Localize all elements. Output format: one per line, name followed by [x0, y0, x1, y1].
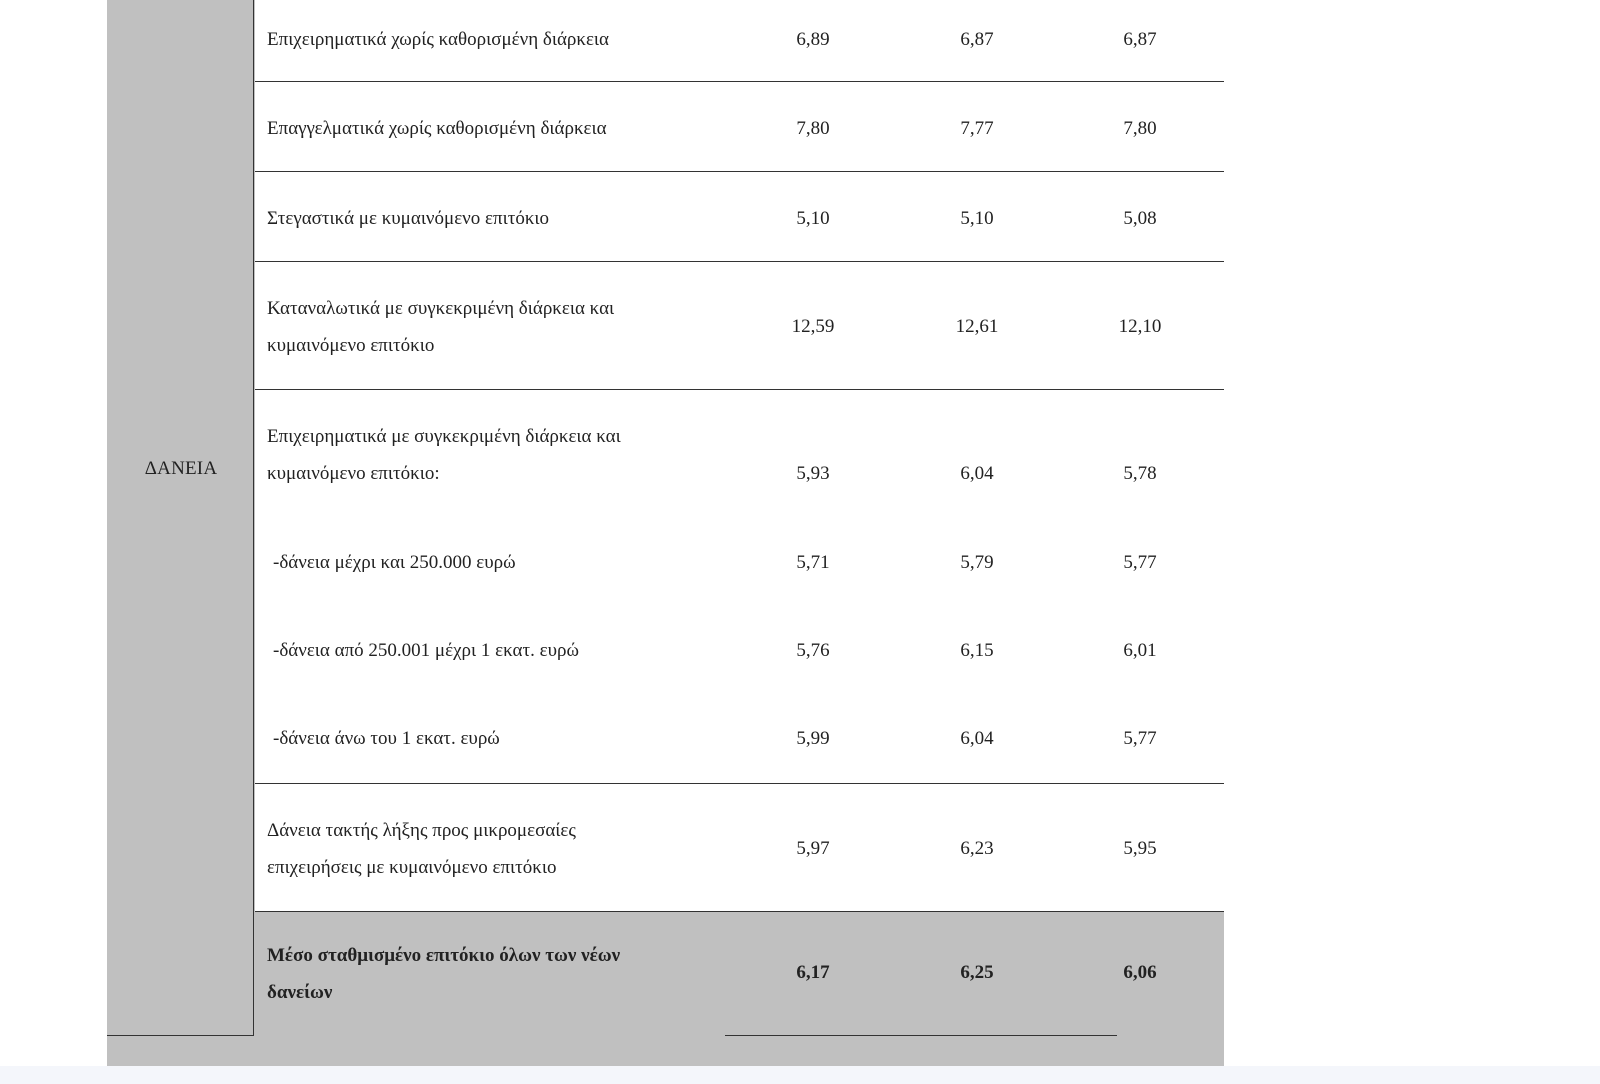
row-value-2: 6,04	[960, 728, 994, 749]
category-column-border	[107, 0, 254, 1036]
row-value-2: 12,61	[955, 316, 999, 337]
row-label-line-2: κυμαινόμενο επιτόκιο	[267, 335, 435, 356]
row-value-2: 7,77	[960, 118, 994, 139]
row-label: Στεγαστικά με κυμαινόμενο επιτόκιο	[267, 208, 550, 229]
row-label-line-2: κυμαινόμενο επιτόκιο:	[267, 463, 440, 484]
row-value-2: 5,10	[960, 208, 994, 229]
row-value-3: 12,10	[1118, 316, 1162, 337]
category-column	[107, 0, 255, 1066]
row-value-3: 5,95	[1123, 838, 1157, 859]
row-value-1: 12,59	[791, 316, 835, 337]
table-row	[255, 262, 1224, 390]
row-value-1: 5,71	[796, 552, 830, 573]
total-value-2: 6,25	[960, 962, 994, 983]
row-value-1: 7,80	[796, 118, 830, 139]
category-label: ΔΑΝΕΙΑ	[144, 458, 218, 479]
total-label-line-2: δανείων	[267, 982, 333, 1003]
row-label: -δάνεια μέχρι και 250.000 ευρώ	[273, 552, 516, 573]
total-row	[255, 912, 1224, 1066]
row-label-line-1: Καταναλωτικά με συγκεκριμένη διάρκεια και	[267, 298, 615, 319]
table-row	[255, 172, 1224, 262]
row-label-line-1: Επιχειρηματικά με συγκεκριμένη διάρκεια και	[267, 426, 621, 447]
table-row	[255, 696, 1224, 784]
interest-rate-table	[107, 0, 1224, 1066]
table-row	[255, 390, 1224, 520]
row-label-line-1: Δάνεια τακτής λήξης προς μικρομεσαίες	[267, 820, 576, 841]
table-row	[255, 0, 1224, 82]
total-value-3: 6,06	[1123, 962, 1157, 983]
row-value-3: 5,77	[1123, 728, 1157, 749]
table-row	[255, 82, 1224, 172]
row-value-1: 5,76	[796, 640, 830, 661]
table-row	[255, 784, 1224, 912]
row-label: Επαγγελματικά χωρίς καθορισμένη διάρκεια	[267, 118, 607, 139]
row-label: Επιχειρηματικά χωρίς καθορισμένη διάρκεια	[267, 29, 609, 50]
row-value-3: 5,78	[1123, 463, 1157, 484]
row-value-3: 7,80	[1123, 118, 1157, 139]
total-row-divider	[725, 1035, 1117, 1036]
total-value-1: 6,17	[796, 962, 830, 983]
row-value-1: 6,89	[796, 29, 830, 50]
row-label: -δάνεια από 250.001 μέχρι 1 εκατ. ευρώ	[273, 640, 579, 661]
row-label: -δάνεια άνω του 1 εκατ. ευρώ	[273, 728, 500, 749]
row-value-2: 6,23	[960, 838, 994, 859]
row-value-2: 6,04	[960, 463, 994, 484]
row-value-2: 6,87	[960, 29, 994, 50]
row-value-1: 5,97	[796, 838, 830, 859]
total-label-line-1: Μέσο σταθμισμένο επιτόκιο όλων των νέων	[267, 945, 621, 966]
row-value-1: 5,93	[796, 463, 830, 484]
row-value-2: 6,15	[960, 640, 994, 661]
table-row	[255, 520, 1224, 608]
row-value-3: 5,08	[1123, 208, 1157, 229]
row-value-3: 6,87	[1123, 29, 1157, 50]
row-label-line-2: επιχειρήσεις με κυμαινόμενο επιτόκιο	[267, 857, 557, 878]
row-value-1: 5,10	[796, 208, 830, 229]
row-value-1: 5,99	[796, 728, 830, 749]
table-row	[255, 608, 1224, 696]
row-value-3: 5,77	[1123, 552, 1157, 573]
page-footer-strip	[0, 1066, 1600, 1084]
row-value-2: 5,79	[960, 552, 994, 573]
row-value-3: 6,01	[1123, 640, 1157, 661]
